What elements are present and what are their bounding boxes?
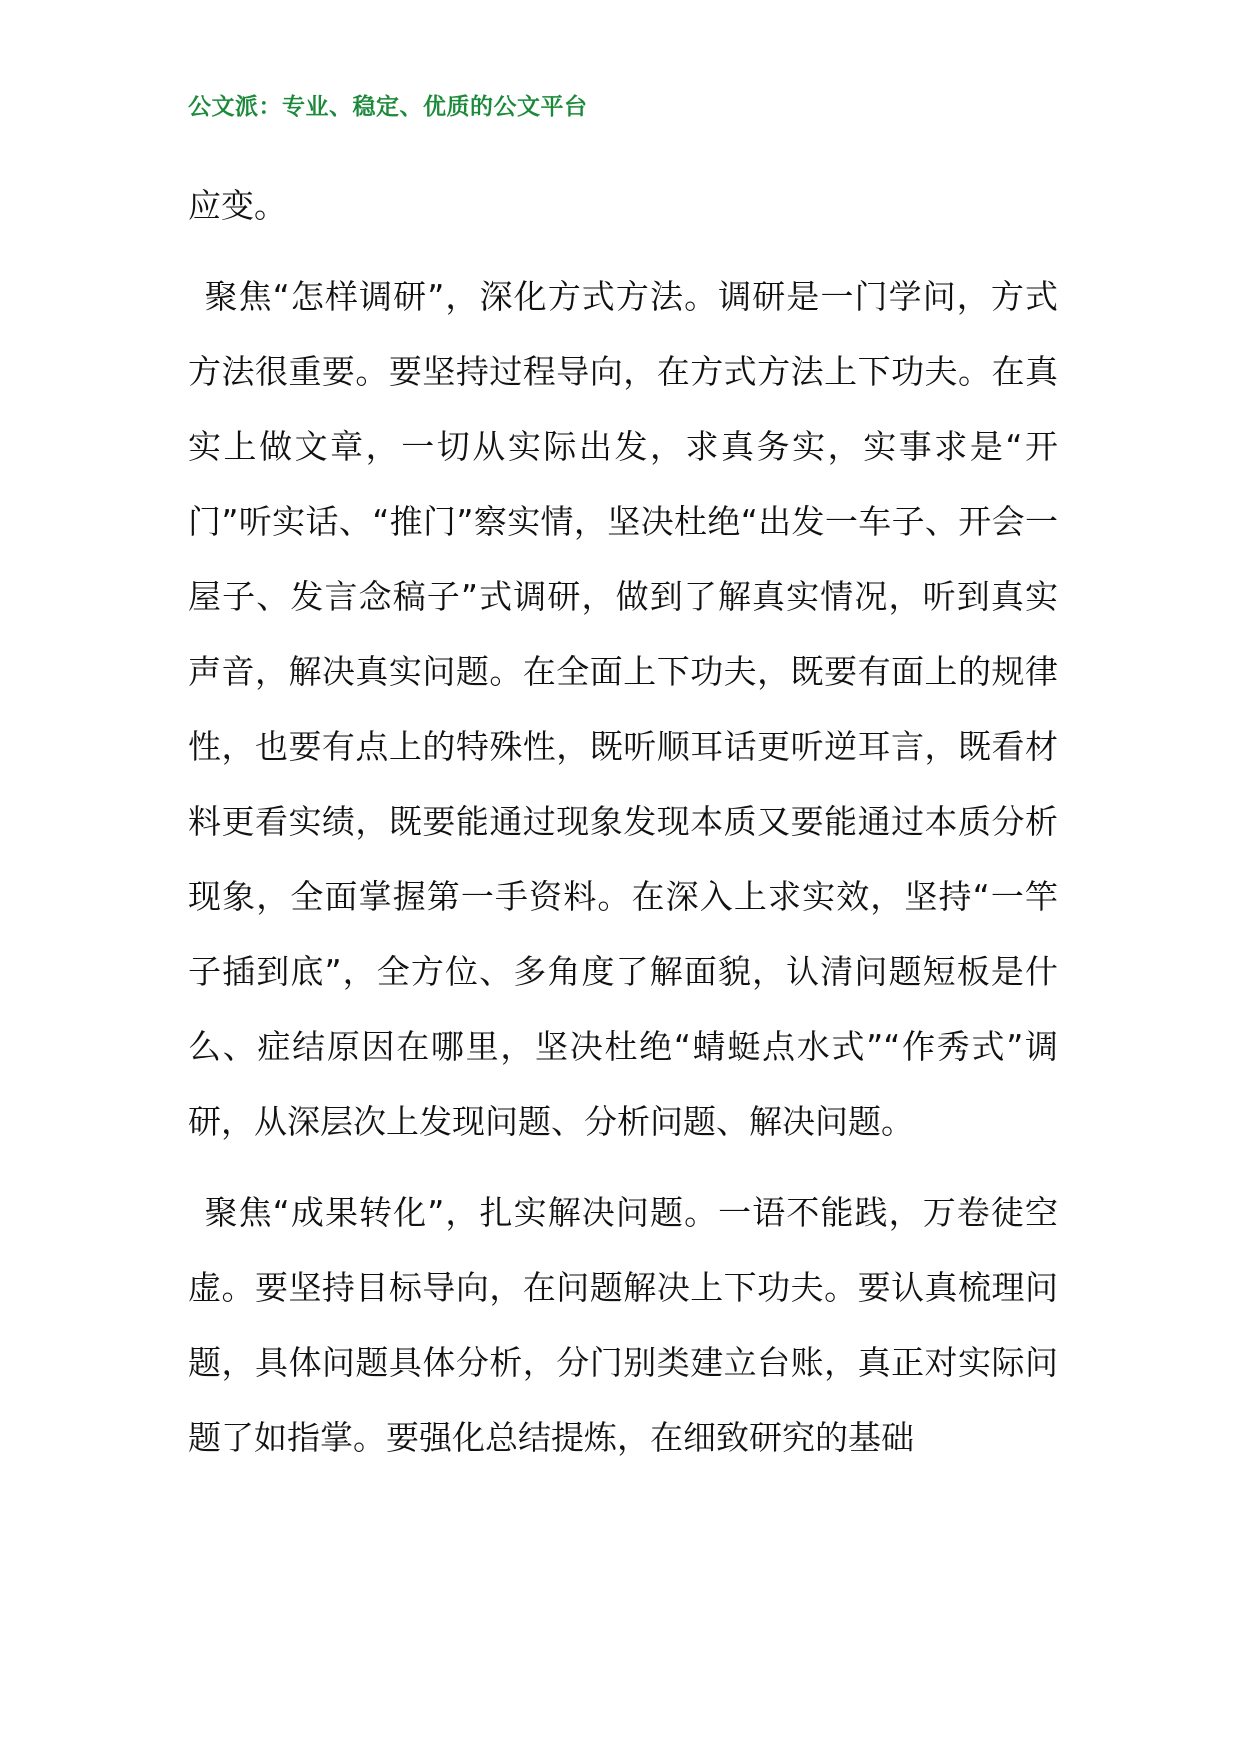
document-body: [188, 168, 1058, 1475]
paragraph-continuation: 应变。: [188, 186, 287, 225]
header-banner: 公文派：专业、稳定、优质的公文平台: [188, 93, 588, 120]
paragraph-survey-methods: 聚焦“怎样调研”，深化方式方法。调研是一门学问，方式方法很重要。要坚持过程导向，在方式方法上下功夫。在真实上做文章，一切从实际出发，求真务实，实事求是“开门”听实话、“推门”察实情，坚决杜绝“出发一车子、开会一屋子、发言念稿子”式调研，做到了解真实情况，听到真实声音，解决真实问题。在全面上下功夫，既要有面上的规律性，也要有点上的特殊性，既听顺耳话更听逆耳言，既看材料更看实绩，既要能通过现象发现本质又要能通过本质分析现象，全面掌握第一手资料。在深入上求实效，坚持“一竿子插到底”，全方位、多角度了解面貌，认清问题短板是什么、症结原因在哪里，坚决杜绝“蜻蜓点水式”“作秀式”调研，从深层次上发现问题、分析问题、解决问题。: [188, 277, 1058, 1141]
paragraph-results-conversion: 聚焦“成果转化”，扎实解决问题。一语不能践，万卷徒空虚。要坚持目标导向，在问题解决上下功夫。要认真梳理问题，具体问题具体分析，分门别类建立台账，真正对实际问题了如指掌。要强化总结提炼，在细致研究的基础: [188, 1193, 1058, 1457]
